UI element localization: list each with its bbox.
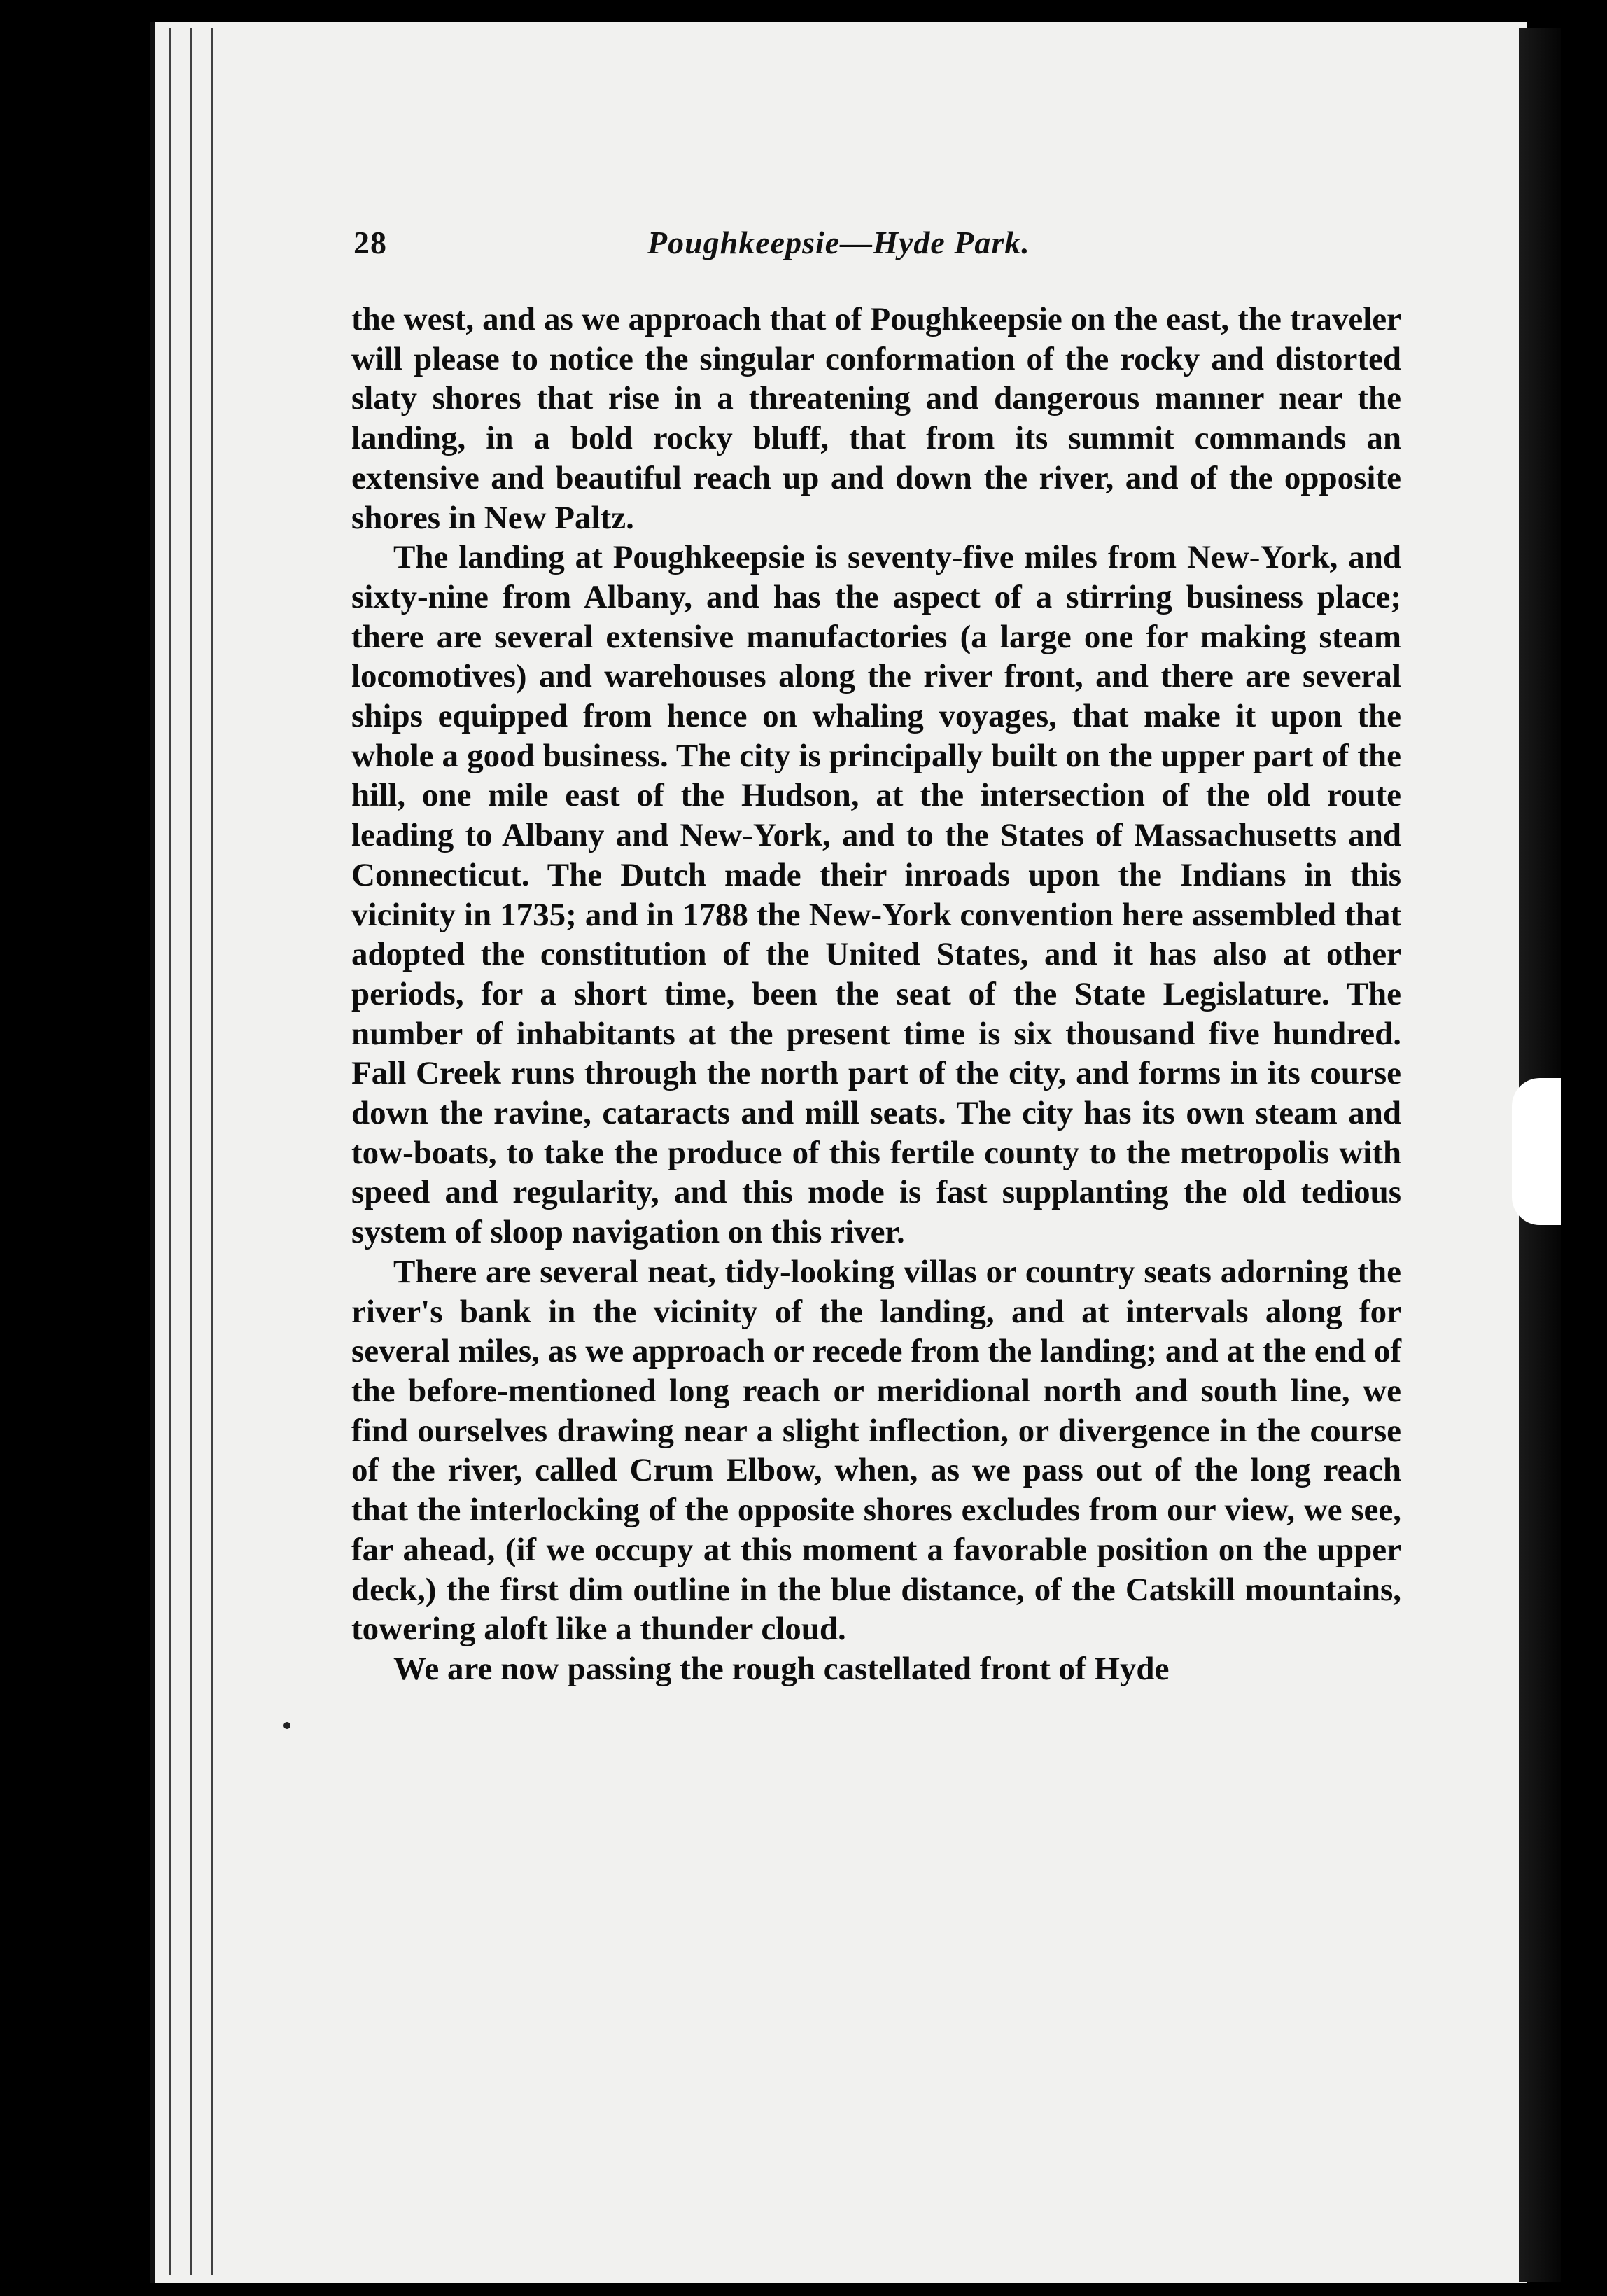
page-number: 28 xyxy=(353,225,387,260)
running-head xyxy=(353,224,1403,273)
gutter-notch xyxy=(1512,1078,1561,1225)
page-edge-stack xyxy=(157,28,220,2275)
body-text xyxy=(351,300,1401,1689)
running-head-title: Poughkeepsie—Hyde Park. xyxy=(647,225,1030,260)
paragraph-3: There are several neat, tidy-looking villas or country seats adorning the river's bank in the vicinity of the landing, and at intervals along for several miles, as we approach or recede from the landing; and at the end of the before-mentioned long reach or meridional north and south line, we find ourselves drawing near a slight inflection, or divergence in the course of the river, called Crum Elbow, when, as we pass out of the long reach that the interlocking of the opposite shores excludes from our view, we see, far ahead, (if we occupy at this moment a favorable position on the upper deck,) the first dim outline in the blue distance, of the Catskill mountains, towering aloft like a thunder cloud. xyxy=(351,1253,1401,1648)
paragraph-2: The landing at Poughkeepsie is seventy-five miles from New-York, and sixty-nine from Albany, and has the aspect of a stirring business place; there are several extensive manufactories (a large one for making steam locomotives) and warehouses along the river front, and there are several ships equipped from hence on whaling voyages, that make it upon the whole a good business. The city is principally built on the upper part of the hill, one mile east of the Hudson, at the intersection of the old route leading to Albany and New-York, and to the States of Massachusetts and Connecticut. The Dutch made their inroads upon the Indians in this vicinity in 1735; and in 1788 the New-York convention here assembled that adopted the constitution of the United States, and it has also at other periods, for a short time, been the seat of the State Legislature. The number of inhabitants at the present time is six thousand five hundred. Fall Creek runs through the north part of the city, and forms in its course down the ravine, cataracts and mill seats. The city has its own steam and tow-boats, to take the produce of this fertile county to the metropolis with speed and regularity, and this mode is fast supplanting the old tedious system of sloop navigation on this river. xyxy=(351,539,1401,1251)
paragraph-1: the west, and as we approach that of Poughkeepsie on the east, the traveler will please to notice the singular conformation of the rocky and distorted slaty shores that rise in a threatening and dangerous manner near the landing, in a bold rocky bluff, that from its summit commands an extensive and beautiful reach up and down the river, and of the opposite shores in New Paltz. xyxy=(351,301,1401,536)
paragraph-4: We are now passing the rough castellated front of Hyde xyxy=(393,1650,1170,1687)
ink-speck xyxy=(283,1722,290,1729)
